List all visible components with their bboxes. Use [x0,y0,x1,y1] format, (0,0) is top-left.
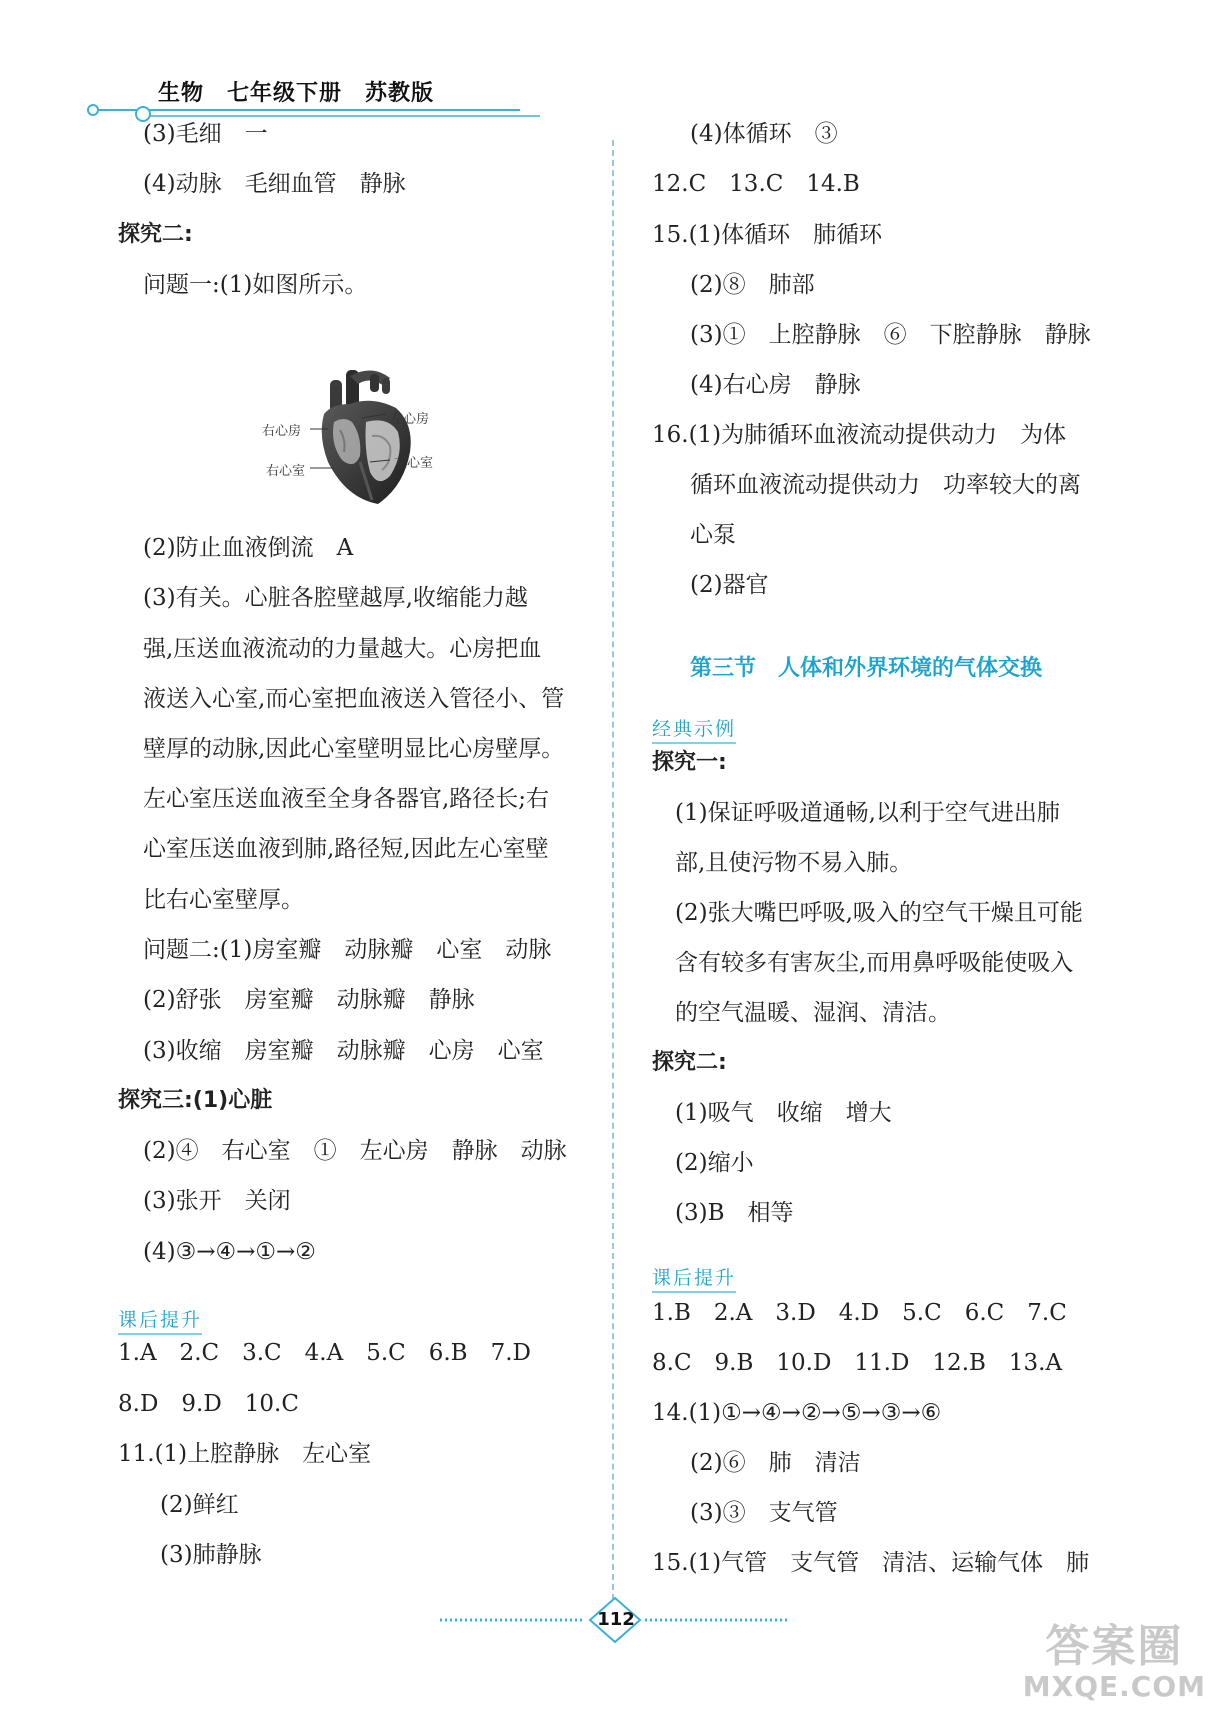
right-answer-line: 循环血液流动提供动力 功率较大的离 [690,472,1081,498]
right-answer-line: 15.(1)体循环 肺循环 [652,222,883,248]
label-left-atrium: 左心房 [390,412,430,427]
right-answer-line: 探究二: [652,1050,727,1075]
left-answer-line: (2)鲜红 [160,1492,239,1518]
page-number: 112 [597,1609,635,1630]
header-decoration [0,0,560,125]
right-answer-line: 1.B 2.A 3.D 4.D 5.C 6.C 7.C [652,1300,1067,1326]
right-answer-line: (4)右心房 静脉 [690,372,861,398]
label-right-ventricle: 右心室 [266,464,306,479]
left-answer-line: (3)收缩 房室瓣 动脉瓣 心房 心室 [143,1038,544,1064]
right-answer-line: (2)器官 [690,572,769,598]
after-class-tag-left: 课后提升 [118,1305,202,1335]
right-answer-line: 的空气温暖、湿润、清洁。 [675,1000,951,1026]
right-answer-line: 探究一: [652,750,727,775]
left-answer-line: (2)④ 右心室 ① 左心房 静脉 动脉 [143,1138,567,1164]
right-answer-line: 部,且使污物不易入肺。 [675,850,913,876]
left-answer-line: 心室压送血液到肺,路径短,因此左心室壁 [143,836,549,862]
right-answer-line: (2)⑧ 肺部 [690,272,815,298]
left-answer-line: 问题一:(1)如图所示。 [143,272,368,298]
left-answer-line: (2)舒张 房室瓣 动脉瓣 静脉 [143,987,475,1013]
left-answer-line: (2)防止血液倒流 A [143,535,354,561]
left-answer-line: 探究二: [118,222,193,247]
right-answer-line: 8.C 9.B 10.D 11.D 12.B 13.A [652,1350,1063,1376]
after-class-tag-right: 课后提升 [652,1263,736,1293]
left-answer-line: (3)肺静脉 [160,1542,262,1568]
right-answer-line: 心泵 [690,522,736,548]
right-answer-line: (1)吸气 收缩 增大 [675,1100,892,1126]
section-title: 第三节 人体和外界环境的气体交换 [690,656,1043,681]
left-answer-line: 问题二:(1)房室瓣 动脉瓣 心室 动脉 [143,937,552,963]
right-answer-line: 16.(1)为肺循环血液流动提供动力 为体 [652,422,1067,448]
label-left-ventricle: 左心室 [394,456,434,471]
left-answer-line: (3)毛细 一 [143,121,268,147]
left-answer-line: 1.A 2.C 3.C 4.A 5.C 6.B 7.D [118,1340,531,1366]
watermark-url: MXQE.COM [1022,1670,1206,1703]
right-answer-line: 12.C 13.C 14.B [652,171,860,197]
right-answer-line: (4)体循环 ③ [690,121,838,147]
left-answer-line: 左心室压送血液至全身各器官,路径长;右 [143,786,550,812]
right-answer-line: 14.(1)①→④→②→⑤→③→⑥ [652,1400,942,1426]
watermark-logo: 答案圈 [1045,1621,1184,1672]
right-answer-line: 15.(1)气管 支气管 清洁、运输气体 肺 [652,1550,1090,1576]
column-divider [612,140,614,1600]
left-answer-line: (3)张开 关闭 [143,1188,291,1214]
label-right-atrium: 右心房 [262,424,302,439]
right-answer-line: 含有较多有害灰尘,而用鼻呼吸能使吸入 [675,950,1074,976]
left-answer-line: (3)有关。心脏各腔壁越厚,收缩能力越 [143,585,528,611]
right-answer-line: (2)缩小 [675,1150,754,1176]
right-answer-line: (3)① 上腔静脉 ⑥ 下腔静脉 静脉 [690,322,1091,348]
left-answer-line: (4)动脉 毛细血管 静脉 [143,171,406,197]
header-title: 生物 七年级下册 苏教版 [158,81,435,106]
right-answer-line: (2)⑥ 肺 清洁 [690,1450,861,1476]
left-answer-line: 壁厚的动脉,因此心室壁明显比心房壁厚。 [143,736,565,762]
right-answer-line: (3)B 相等 [675,1200,794,1226]
example-tag: 经典示例 [652,714,736,744]
left-answer-line: 比右心室壁厚。 [143,887,304,913]
left-answer-line: 液送入心室,而心室把血液送入管径小、管 [143,686,565,712]
right-answer-line: (2)张大嘴巴呼吸,吸入的空气干燥且可能 [675,900,1083,926]
watermark [1023,1610,1206,1703]
left-answer-line: 8.D 9.D 10.C [118,1391,299,1417]
right-answer-line: (3)③ 支气管 [690,1500,838,1526]
right-answer-line: (1)保证呼吸道通畅,以利于空气进出肺 [675,800,1060,826]
left-answer-line: 探究三:(1)心脏 [118,1088,273,1113]
left-answer-line: 11.(1)上腔静脉 左心室 [118,1441,372,1467]
left-answer-line: 强,压送血液流动的力量越大。心房把血 [143,636,542,662]
left-answer-line: (4)③→④→①→② [143,1239,316,1265]
